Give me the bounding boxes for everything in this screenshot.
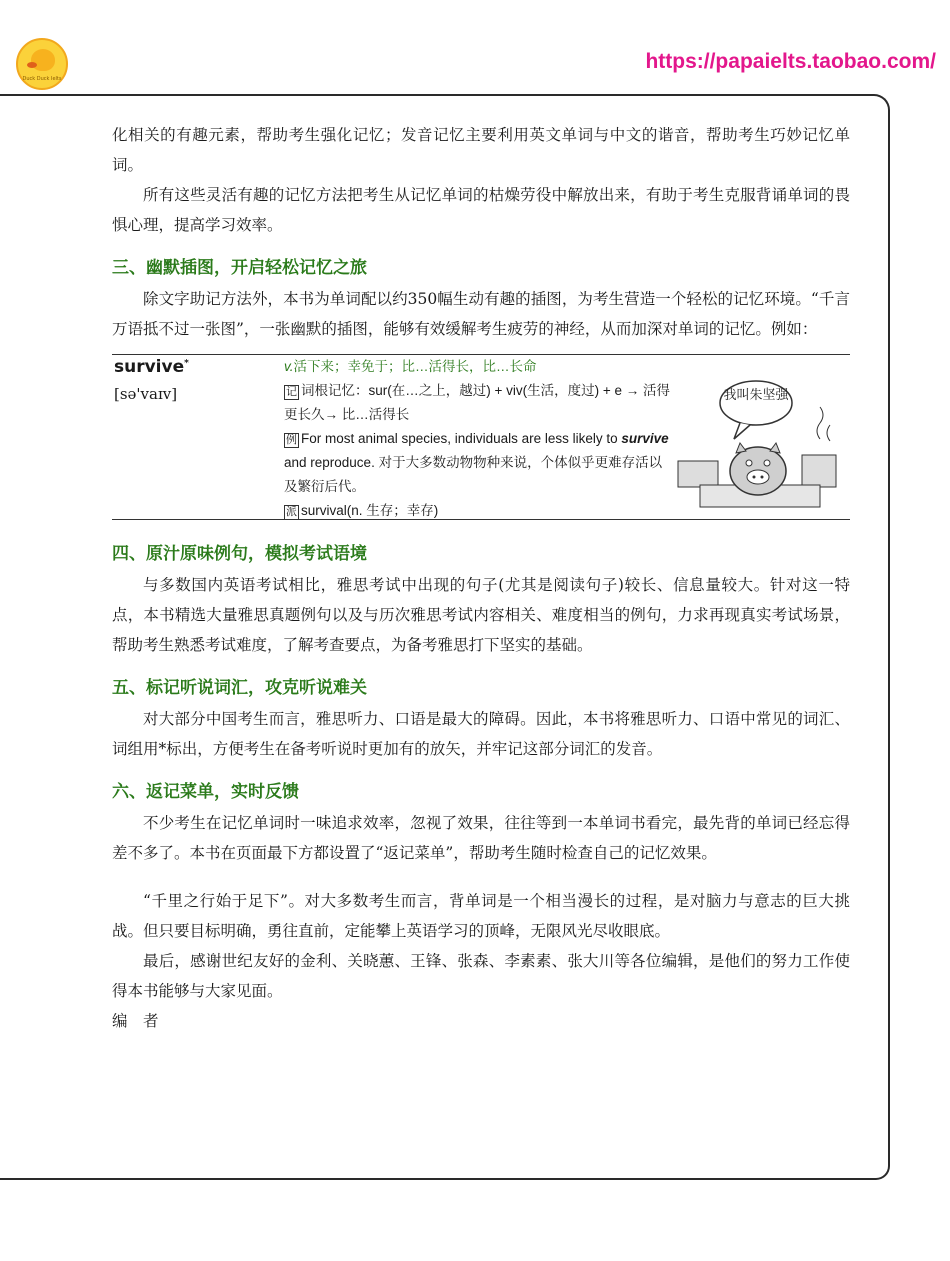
pig-cartoon-illustration <box>670 369 850 515</box>
entry-example: 例 For most animal species, individuals are less likely to survive and reproduce. 对于大多数动物物种来说，个体似乎更难存活以及繁衍后代。 <box>284 431 669 494</box>
shop-url[interactable]: https://papaielts.taobao.com/ <box>645 50 936 73</box>
section-text-4: 与多数国内英语考试相比，雅思考试中出现的句子(尤其是阅读句子)较长、信息量较大。针对这一特点，本书精选大量雅思真题例句以及与历次雅思考试内容相关、难度相当的例句，力求再现真实考试场景，帮助考生熟悉考试难度，了解考查要点，为备考雅思打下坚实的基础。 <box>112 576 850 654</box>
entry-derived: 派 survival(n. 生存；幸存) <box>286 503 439 518</box>
derived-tag-icon: 派 <box>286 506 297 518</box>
duck-beak <box>27 62 37 68</box>
paragraph-intro-2: 所有这些灵活有趣的记忆方法把考生从记忆单词的枯燥劳役中解放出来，有助于考生克服背诵单词的畏惧心理，提高学习效率。 <box>112 186 850 234</box>
closing-paragraph-2: 最后，感谢世纪友好的金利、关晓蕙、王锋、张森、李素素、张大川等各位编辑，是他们的努力工作使得本书能够与大家见面。 <box>112 952 850 1000</box>
entry-memory: 记 词根记忆：sur(在…之上，越过) + viv(生活，度过) + e → 活得更长久→ 比…活得长 <box>284 383 671 422</box>
vocab-entry-sample <box>112 354 850 520</box>
memory-tag-icon: 记 <box>286 386 297 398</box>
section-heading-4: 四、原汁原味例句，模拟考试语境 <box>112 544 367 564</box>
entry-details <box>284 355 674 523</box>
closing-paragraph-1: “千里之行始于足下”。对大多数考生而言，背单词是一个相当漫长的过程，是对脑力与意志的巨大挑战。但只要目标明确，勇往直前，定能攀上英语学习的顶峰，无限风光尽收眼底。 <box>112 892 850 940</box>
logo-text: Duck Duck Ielts <box>22 76 62 82</box>
section-heading-5: 五、标记听说词汇，攻克听说难关 <box>112 678 367 698</box>
duck-logo <box>16 38 68 90</box>
entry-headword: survive* <box>114 357 189 377</box>
duck-icon <box>31 49 55 71</box>
section-text-5: 对大部分中国考生而言，雅思听力、口语是最大的障碍。因此，本书将雅思听力、口语中常见的词汇、词组用*标出，方便考生在备考听说时更加有的放矢，并牢记这部分词汇的发音。 <box>112 710 850 758</box>
section-heading-3: 三、幽默插图，开启轻松记忆之旅 <box>112 258 367 278</box>
section-text-6: 不少考生在记忆单词时一味追求效率，忽视了效果，往往等到一本单词书看完，最先背的单词已经忘得差不多了。本书在页面最下方都设置了“返记菜单”，帮助考生随时检查自己的记忆效果。 <box>112 814 850 862</box>
section-text-3: 除文字助记方法外，本书为单词配以约350幅生动有趣的插图，为考生营造一个轻松的记忆环境。“千言万语抵不过一张图”，一张幽默的插图，能够有效缓解考生疲劳的神经，从而加深对单词的记忆。例如： <box>112 290 850 338</box>
section-heading-6: 六、返记菜单，实时反馈 <box>112 782 299 802</box>
paragraph-intro-1: 化相关的有趣元素，帮助考生强化记忆；发音记忆主要利用英文单词与中文的谐音，帮助考生巧妙记忆单词。 <box>112 126 850 174</box>
pig-speech-text: 我叫朱坚强 <box>723 388 789 403</box>
entry-definition: v.活下来；幸免于；比…活得长，比…长命 <box>284 359 537 374</box>
example-tag-icon: 例 <box>286 434 297 446</box>
page-content <box>112 120 850 1036</box>
entry-phonetic: [sə'vaɪv] <box>114 385 178 403</box>
author-signature: 编 者 <box>112 1012 159 1030</box>
